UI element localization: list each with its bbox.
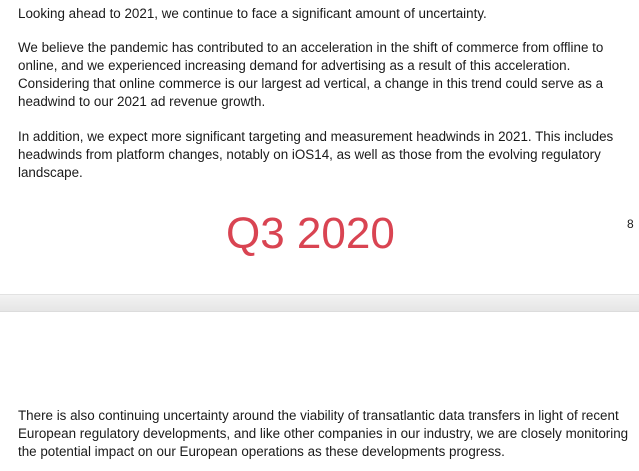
text-line: European regulatory developments, and like other companies in our industry, we are closely monitoring (18, 426, 629, 441)
paragraph-pandemic-commerce (18, 39, 634, 111)
document-page-9 (0, 312, 639, 471)
text-line: In addition, we expect more significant targeting and measurement headwinds in 2021. This includes (18, 129, 614, 144)
paragraph-transatlantic-data (18, 407, 634, 461)
page-number: 8 (627, 217, 634, 231)
text-line: headwind to our 2021 ad revenue growth. (18, 94, 266, 109)
paragraph-outlook-2021 (18, 5, 634, 23)
text-line: landscape. (18, 165, 83, 180)
text-line: the potential impact on our European operations as these developments progress. (18, 444, 505, 459)
text-line: There is also continuing uncertainty around the viability of transatlantic data transfers in light of recent (18, 408, 619, 423)
text-line: Looking ahead to 2021, we continue to face a significant amount of uncertainty. (18, 6, 487, 21)
quarter-overlay-label: Q3 2020 (226, 209, 395, 258)
text-line: online, and we experienced increasing demand for advertising as a result of this acceleration. (18, 58, 571, 73)
text-line: We believe the pandemic has contributed to an acceleration in the shift of commerce from offline to (18, 40, 604, 55)
paragraph-targeting-headwinds (18, 128, 634, 182)
text-line: headwinds from platform changes, notably on iOS14, as well as those from the evolving regulatory (18, 147, 601, 162)
text-line: Considering that online commerce is our largest ad vertical, a change in this trend could serve as a (18, 76, 604, 91)
page-separator (0, 294, 639, 312)
